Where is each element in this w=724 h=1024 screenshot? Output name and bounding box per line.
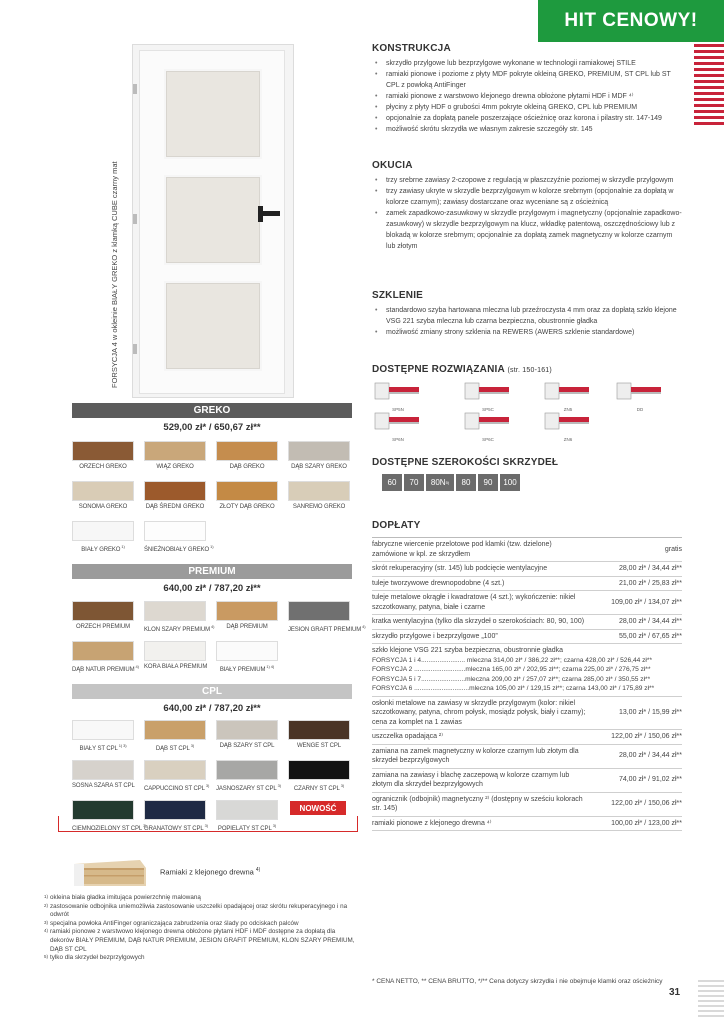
swatch-label: DĄB ŚREDNI GREKO (145, 504, 205, 510)
konstrukcja-section (372, 43, 682, 135)
swatch-chip (288, 720, 350, 740)
konstrukcja-item: • płyciny z płyty HDF o grubości 4mm pokryte okleiną GREKO, CPL lub PREMIUM (372, 102, 682, 113)
doplaty-row: szkło klejone VSG 221 szyba bezpieczna, obustronnie gładka FORSYCJA 1 i 4........................ mleczna 314,00 zł* / 386,22 zł**; czarna 428,00 zł* / 526,44 zł** FORSYCJA 2 ............................mleczna 165,00 zł* / 202,95 zł**; czarna 225,00 zł* / 276,75 zł** FORSYCJA 5 i 7........................mleczna 209,00 zł* / 257,07 zł**; czarna 285,00 zł* / 350,55 zł** FORSYCJA 6 ..............................mleczna 105,00 zł* / 129,15 zł**; czarna 143,00 zł* / 175,89 zł** (372, 644, 682, 697)
swatch-chip (72, 441, 134, 461)
swatch-label: ZŁOTY DĄB GREKO (219, 504, 275, 510)
swatch-label: CAPPUCCINO ST CPL $^{3)}$ (144, 783, 210, 792)
solution-diagram: SP5C (464, 382, 512, 412)
width-options (382, 474, 520, 491)
doplaty-row: tuleje metalowe okrągłe i kwadratowe (4 szt.); wykończenie: nikiel szczotkowany, patyna, białe i czarne 109,00 zł* / 134,07 zł** (372, 591, 682, 615)
swatch-chip (144, 601, 206, 621)
konstrukcja-item: • opcjonalnie za dopłatą panele poszerzające ościeżnicę oraz korona i pilastry str. 147-149 (372, 113, 682, 124)
rozwiazania-section (372, 364, 682, 375)
doplaty-row: ramiaki pionowe z klejonego drewna ⁴⁾ 100,00 zł* / 123,00 zł** (372, 816, 682, 831)
door-image (132, 44, 294, 398)
hit-cenowy-banner: HIT CENOWY! (538, 0, 724, 42)
width-option: 90 (478, 474, 498, 491)
swatch-label: DĄB SZARY GREKO (291, 464, 347, 470)
szklenie-item: • standardowo szyba hartowana mleczna lub przeźroczysta 4 mm oraz za dopłatą szkło klejone VSG 221 szyba mleczna lub czarna bezpieczna, obustronnie gładka (372, 305, 682, 327)
swatch-label: DĄB GREKO (229, 464, 265, 470)
doplaty-title: DOPŁATY (372, 520, 421, 531)
swatch-greko (144, 521, 214, 553)
swatch-chip (144, 521, 206, 541)
solution-diagram: SP5N (374, 382, 422, 412)
premium-price: 640,00 zł* / 787,20 zł** (163, 583, 261, 594)
swatch-chip (288, 441, 350, 461)
footnote: 4) ramiaki pionowe z warstwowo klejonego drewna obłożone płytami HDF i MDF dostępne za dopłatą dla dekorów BIAŁY PREMIUM, DĄB NATUR PREMIUM, JESION GRAFIT PREMIUM, KLON SZARY PREMIUM, DĄB ST CPL (44, 928, 355, 953)
szklenie-section (372, 290, 682, 338)
doplaty-row: skrzydło przylgowe i bezprzylgowe „100” 55,00 zł* / 67,65 zł** (372, 629, 682, 644)
price-footer: * CENA NETTO, ** CENA BRUTTO, */** Cena dotyczy skrzydła i nie obejmuje klamki oraz ościeżnicy (372, 978, 663, 985)
swatch-label: BIAŁY PREMIUM $^{1) 4)}$ (219, 664, 275, 673)
swatch-label: DĄB NATUR PREMIUM $^{4)}$ (72, 664, 139, 673)
door-caption: FORSYCJA 4 w okleinie BIAŁY GREKO z klamką CUBE czarny mat (110, 161, 119, 388)
okucia-section (372, 160, 682, 252)
swatch-label: POPIELATY ST CPL $^{3)}$ (217, 823, 277, 832)
new-badge: NOWOŚĆ (290, 801, 346, 815)
swatch-chip (144, 481, 206, 501)
doplaty-row: kratka wentylacyjna (tylko dla skrzydeł o szerokościach: 80, 90, 100) 28,00 zł* / 34,44 zł** (372, 615, 682, 630)
swatch-chip (216, 720, 278, 740)
swatch-label: ORZECH PREMIUM (76, 624, 130, 630)
swatch-chip (72, 481, 134, 501)
doplaty-table (372, 537, 682, 831)
wood-frame-image (70, 858, 148, 888)
solution-diagram: DD (616, 382, 664, 412)
swatch-chip (72, 521, 134, 541)
swatch-label: DĄB SZARY ST CPL (219, 743, 275, 749)
swatch-chip (72, 720, 134, 740)
doplaty-section (372, 520, 682, 531)
greko-header: GREKO (72, 403, 352, 418)
swatch-chip (288, 481, 350, 501)
footnote: 2) zastosowanie odbojnika uniemożliwia zastosowanie uszczelki opadającej oraz skrótu rekuperacyjnego i na odwrót (44, 902, 348, 919)
rozwiazania-pages: (str. 150-161) (507, 367, 552, 374)
swatch-chip (216, 481, 278, 501)
szklenie-item: • możliwość zmiany strony szklenia na REWERS (AWERS szklenie standardowe) (372, 327, 682, 338)
swatch-greko (216, 441, 278, 470)
swatch-greko (72, 481, 134, 510)
glass-pane (164, 69, 262, 159)
swatch-greko (288, 481, 350, 510)
footnote: 3) specjalna powłoka AntiFinger ograniczająca zabrudzenia oraz ślady po odciskach palców (44, 919, 299, 927)
premium-header: PREMIUM (72, 564, 352, 579)
new-items-outline (58, 816, 358, 832)
swatch-chip (144, 760, 206, 780)
swatch-label: JASNOSZARY ST CPL $^{3)}$ (216, 783, 282, 792)
konstrukcja-item: • możliwość skrótu skrzydła we własnym zakresie szczegóły str. 145 (372, 124, 682, 135)
swatch-cpl (144, 720, 206, 752)
swatch-chip (72, 641, 134, 661)
width-option: 100 (500, 474, 520, 491)
swatch-greko (216, 481, 278, 510)
cpl-price: 640,00 zł* / 787,20 zł** (163, 703, 261, 714)
swatch-label: JESION GRAFIT PREMIUM $^{4)}$ (288, 624, 366, 633)
solution-diagram: SP6C (464, 412, 512, 442)
swatch-chip (216, 601, 278, 621)
swatch-label: WENGE ST CPL (296, 743, 342, 749)
swatch-label: GRANATOWY ST CPL $^{3)}$ (144, 823, 209, 832)
decorative-stripes (694, 44, 724, 128)
swatch-greko (144, 441, 206, 470)
width-option: 80N 5) (426, 474, 454, 491)
door-handle (262, 211, 280, 216)
swatch-premium (216, 601, 278, 630)
swatch-label: BIAŁY GREKO $^{1)}$ (81, 544, 125, 553)
swatch-cpl (216, 760, 282, 792)
footnotes (44, 894, 356, 963)
solution-diagram: SP6N (374, 412, 422, 442)
szerokosci-section (372, 457, 682, 468)
szerokosci-title: DOSTĘPNE SZEROKOŚCI SKRZYDEŁ (372, 457, 559, 468)
swatch-cpl (72, 760, 134, 789)
frame-label: Ramiaki z klejonego drewna $^{4)}$ (160, 867, 261, 877)
swatch-chip (144, 441, 206, 461)
swatch-label: CIEMNOZIELONY ST CPL $^{3)}$ (72, 823, 147, 832)
swatch-label: DĄB PREMIUM (226, 624, 268, 630)
swatch-premium (72, 601, 134, 630)
glass-pane (164, 175, 262, 265)
width-option: 70 (404, 474, 424, 491)
swatch-greko (72, 441, 134, 470)
swatch-premium (144, 641, 206, 670)
swatch-label: SANREMO GREKO (292, 504, 346, 510)
footnote: 5) tylko dla skrzydeł bezprzylgowych (44, 954, 145, 962)
swatch-label: WIĄZ GREKO (156, 464, 194, 470)
swatch-cpl (288, 720, 350, 749)
width-option: 80 (456, 474, 476, 491)
doplaty-row: fabryczne wiercenie przelotowe pod klamki (tzw. dzielone) zamówione w kpl. ze skrzydłem gratis (372, 538, 682, 562)
swatch-cpl (288, 760, 350, 792)
doplaty-row: osłonki metalowe na zawiasy w skrzydle przylgowym (kolor: nikiel szczotkowany, patyna, chrom połysk, mosiądz połysk, biały i czarny); cena za komplet na 1 zawias 13,00 zł* / 15,99 zł** (372, 696, 682, 730)
swatch-chip (72, 760, 134, 780)
swatch-label: SOSNA SZARA ST CPL (72, 783, 135, 789)
doplaty-row: skrót rekuperacyjny (str. 145) lub podcięcie wentylacyjne 28,00 zł* / 34,44 zł** (372, 562, 682, 577)
swatch-label: CZARNY ST CPL $^{3)}$ (293, 783, 345, 792)
swatch-chip (144, 720, 206, 740)
swatch-premium (72, 641, 139, 673)
doplaty-row: uszczelka opadająca ²⁾ 122,00 zł* / 150,06 zł** (372, 730, 682, 745)
greko-price: 529,00 zł* / 650,67 zł** (163, 422, 261, 433)
swatch-chip (72, 601, 134, 621)
swatch-cpl (72, 720, 134, 752)
swatch-label: DĄB ST CPL $^{3)}$ (155, 743, 195, 752)
swatch-chip (216, 641, 278, 661)
footnote: 1) okleina biała gładka imitująca powierzchnię malowaną (44, 894, 201, 901)
konstrukcja-item: • ramiaki pionowe i poziome z płyty MDF pokryte okleiną GREKO, PREMIUM, ST CPL lub ST CPL z powłoką AntiFinger (372, 69, 682, 91)
szklenie-title: SZKLENIE (372, 290, 424, 301)
swatch-cpl (144, 760, 210, 792)
konstrukcja-item: • ramiaki pionowe z warstwowo klejonego drewna obłożone płytami HDF i MDF ⁴⁾ (372, 91, 682, 102)
doplaty-row: zamiana na zamek magnetyczny w kolorze czarnym lub złotym dla skrzydeł bezprzylgowych 28,00 zł* / 34,44 zł** (372, 744, 682, 768)
page-number: 31 (669, 987, 681, 998)
swatch-premium (216, 641, 278, 673)
okucia-item: • zamek zapadkowo-zasuwkowy w skrzydle przylgowym i magnetyczny (opcjonalnie zapadkowo-zasuwkowy) w skrzydle bezprzylgowym na klucz, wkładkę patentową, oszczędnościowy lub z blokadą w kolorze srebrnym; opcjonalnie za dopłatą zamek magnetyczny w kolorze czarnym lub złotym (372, 208, 682, 252)
swatch-cpl (216, 720, 278, 749)
swatch-premium (288, 601, 366, 633)
okucia-title: OKUCIA (372, 160, 413, 171)
doplaty-row: tuleje tworzywowe drewnopodobne (4 szt.) 21,00 zł* / 25,83 zł** (372, 576, 682, 591)
swatch-label: ORZECH GREKO (79, 464, 127, 470)
solution-diagram: ZN6 (544, 412, 592, 442)
konstrukcja-item: • skrzydło przylgowe lub bezprzylgowe wykonane w technologii ramiakowej STILE (372, 58, 682, 69)
swatch-chip (144, 641, 206, 661)
konstrukcja-title: KONSTRUKCJA (372, 43, 451, 54)
decorative-stripes-bottom (698, 980, 724, 1020)
solution-diagram: ZN5 (544, 382, 592, 412)
swatch-chip (288, 601, 350, 621)
cpl-header: CPL (72, 684, 352, 699)
swatch-chip (288, 760, 350, 780)
swatch-greko (288, 441, 350, 470)
doplaty-row: zamiana na zawiasy i blachę zaczepową w kolorze czarnym lub złotym dla skrzydeł bezprzylgowych 74,00 zł* / 91,02 zł** (372, 768, 682, 792)
swatch-premium (144, 601, 215, 633)
hinge-icon (133, 214, 137, 224)
okucia-item: • trzy zawiasy ukryte w skrzydle bezprzylgowym w kolorze srebrnym (opcjonalnie za dopłatą w kolorze czarnym); zawiasy dostarczane oraz wyceniane są z ościeżnicą (372, 186, 682, 208)
swatch-label: SONOMA GREKO (78, 504, 128, 510)
swatch-label: ŚNIEŻNOBIAŁY GREKO $^{1)}$ (144, 544, 214, 553)
swatch-greko (144, 481, 206, 510)
swatch-chip (216, 760, 278, 780)
glass-pane (164, 281, 262, 371)
doplaty-row: ogranicznik (odbojnik) magnetyczny ²⁾ (dostępny w sześciu kolorach str. 145) 122,00 zł* / 150,06 zł** (372, 792, 682, 816)
swatch-chip (216, 441, 278, 461)
swatch-greko (72, 521, 134, 553)
okucia-item: • trzy srebrne zawiasy 2-czopowe z regulacją w płaszczyźnie poziomej w skrzydle przylgowym (372, 175, 682, 186)
width-option: 60 (382, 474, 402, 491)
swatch-label: KLON SZARY PREMIUM $^{4)}$ (144, 624, 215, 633)
hinge-icon (133, 344, 137, 354)
swatch-label: BIAŁY ST CPL $^{1) 3)}$ (79, 743, 127, 752)
swatch-label: KORA BIAŁA PREMIUM (144, 664, 208, 670)
rozwiazania-title: DOSTĘPNE ROZWIĄZANIA (372, 364, 505, 375)
hinge-icon (133, 84, 137, 94)
